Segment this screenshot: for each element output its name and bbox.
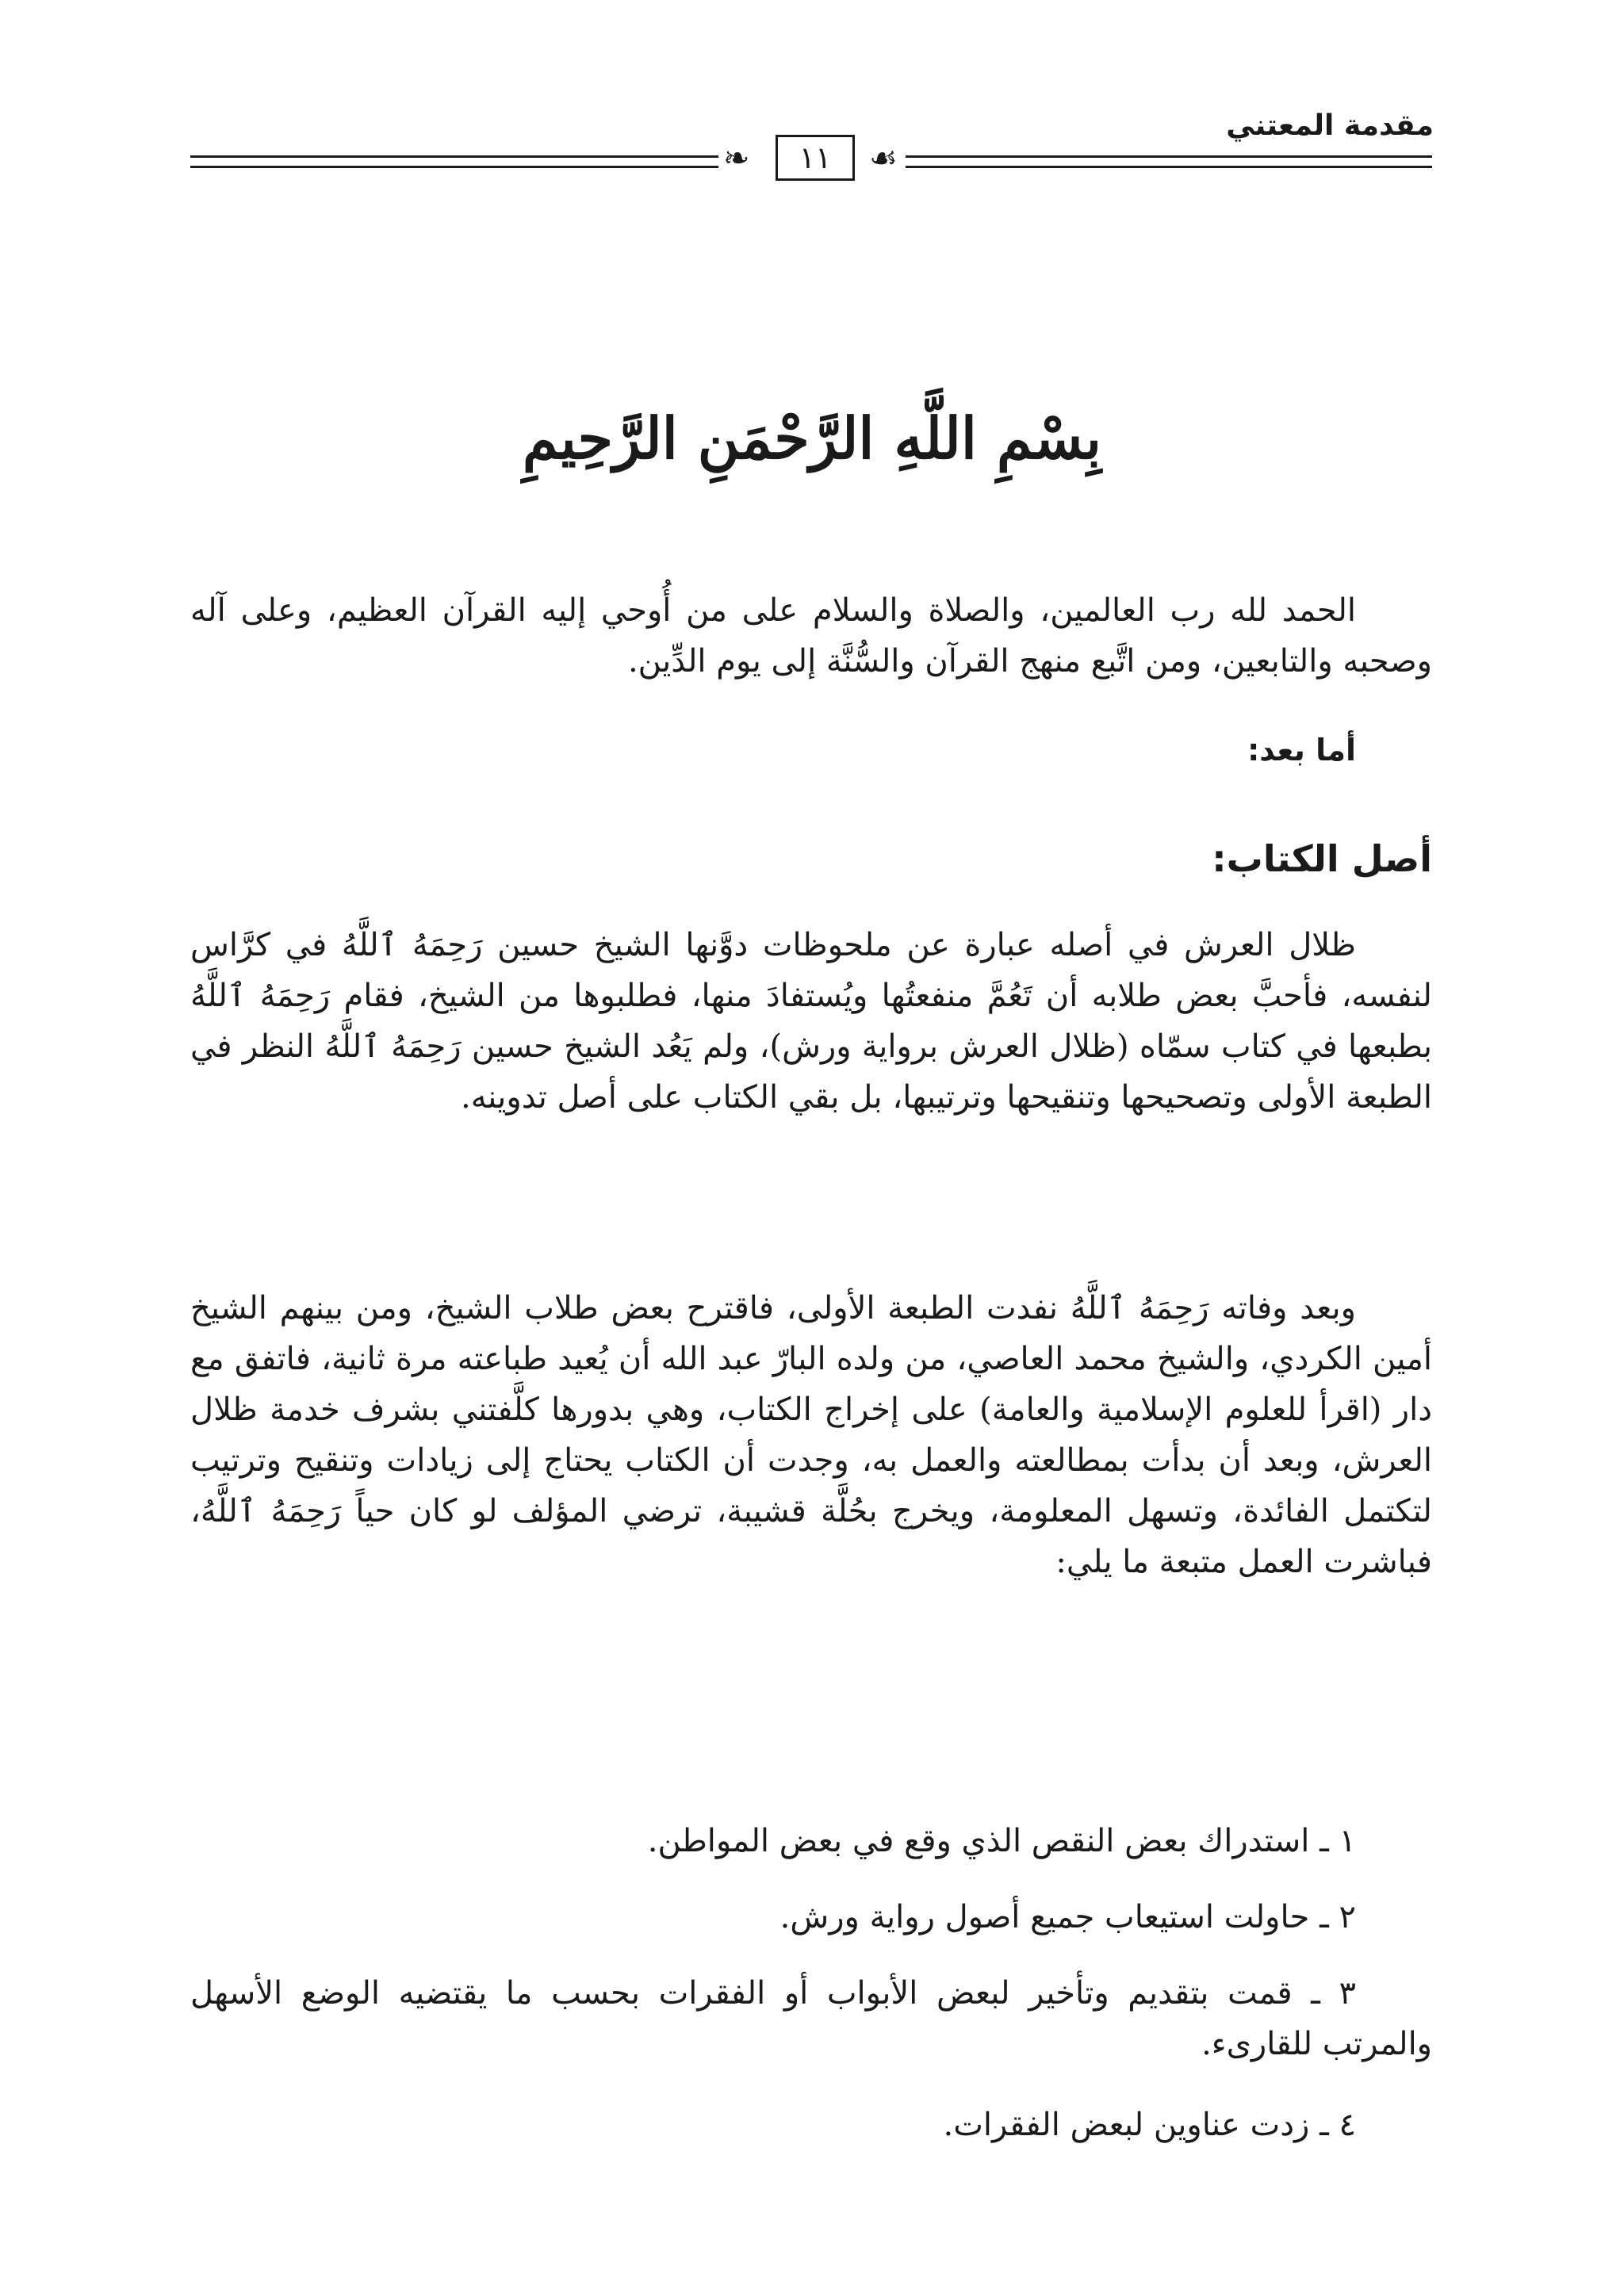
page-number: ١١	[776, 135, 855, 181]
intro-paragraph-block	[190, 585, 1432, 687]
header-rule-right	[906, 155, 1432, 168]
list-item	[190, 1968, 1432, 2069]
header-ornament-right-icon: ☙	[869, 140, 898, 177]
list-item-text: ٣ ـ قمت بتقديم وتأخير لبعض الأبواب أو الفقرات بحسب ما يقتضيه الوضع الأسهل والمرتب للقارىء.	[190, 1975, 1432, 2062]
list-item	[190, 1892, 1432, 1943]
header-rule-left	[190, 155, 718, 168]
section-paragraph-1-block	[190, 920, 1432, 1123]
list-item	[190, 1816, 1432, 1866]
section-heading: أصل الكتاب:	[1212, 837, 1432, 880]
section-paragraph-1: ظلال العرش في أصله عبارة عن ملحوظات دوَّنها الشيخ حسين رَحِمَهُ ٱللَّهُ في كرَّاس لنفسه، فأحبَّ بعض طلابه أن تَعُمَّ منفعتُها ويُستفادَ منها، فطلبوها من الشيخ، فقام رَحِمَهُ ٱللَّهُ بطبعها في كتاب سمّاه (ظلال العرش برواية ورش)، ولم يَعُد الشيخ حسين رَحِمَهُ ٱللَّهُ النظر في الطبعة الأولى وتصحيحها وتنقيحها وترتيبها، بل بقي الكتاب على أصل تدوينه.	[190, 927, 1432, 1116]
section-paragraph-2: وبعد وفاته رَحِمَهُ ٱللَّهُ نفدت الطبعة الأولى، فاقترح بعض طلاب الشيخ، ومن بينهم الشيخ أمين الكردي، والشيخ محمد العاصي، من ولده البارّ عبد الله أن يُعيد طباعته مرة ثانية، فاتفق مع دار (اقرأ للعلوم الإسلامية والعامة) على إخراج الكتاب، وهي بدورها كلَّفتني بشرف خدمة ظلال العرش، وبعد أن بدأت بمطالعته والعمل به، وجدت أن الكتاب يحتاج إلى زيادات وتنقيح وترتيب لتكتمل الفائدة، وتسهل المعلومة، ويخرج بحُلَّة قشيبة، ترضي المؤلف لو كان حياً رَحِمَهُ ٱللَّهُ، فباشرت العمل متبعة ما يلي:	[190, 1290, 1432, 1580]
list-item-text: ١ ـ استدراك بعض النقص الذي وقع في بعض المواطن.	[647, 1823, 1356, 1859]
list-item-text: ٢ ـ حاولت استيعاب جميع أصول رواية ورش.	[779, 1899, 1356, 1935]
list-item	[190, 2100, 1432, 2150]
amma-baad-label: أما بعد:	[1247, 733, 1356, 768]
running-header-title: مقدمة المعتني	[1226, 109, 1434, 142]
basmala-calligraphy: بِسْمِ اللَّهِ الرَّحْمَنِ الرَّحِيمِ	[522, 404, 1102, 472]
header-ornament-left-icon: ❧	[723, 140, 750, 177]
intro-paragraph: الحمد لله رب العالمين، والصلاة والسلام على من أُوحي إليه القرآن العظيم، وعلى آله وصحبه والتابعين، ومن اتَّبع منهج القرآن والسُّنَّة إلى يوم الدِّين.	[190, 592, 1432, 679]
list-item-text: ٤ ـ زدت عناوين لبعض الفقرات.	[943, 2107, 1356, 2143]
section-paragraph-2-block	[190, 1283, 1432, 1587]
